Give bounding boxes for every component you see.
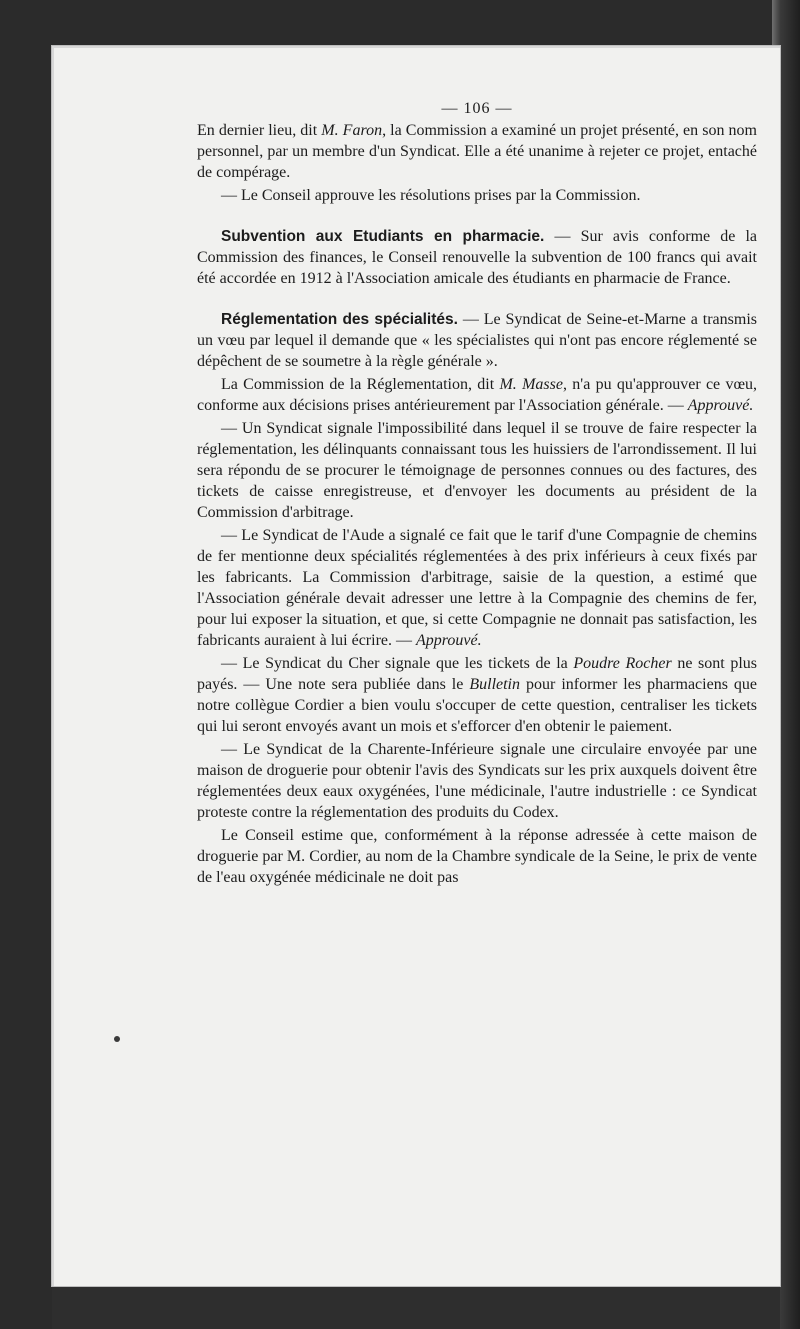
verdict: Approuvé. [687,397,754,414]
scanner-bottom [52,1286,780,1329]
text-block [197,98,757,888]
person-name: M. Masse [499,376,563,393]
section-subvention: Subvention aux Etudiants en pharmacie. — Sur avis conforme de la Commission des finances, le Conseil renouvelle la subvention de 100 francs qui avait été accordée en 1912 à l'Association amicale des étudiants en pharmacie de France. [197,228,757,287]
paragraph-1: En dernier lieu, dit M. Faron, la Commission a examiné un projet présenté, en son nom personnel, par un membre d'un Syndicat. Elle a été unanime à rejeter ce projet, entaché de compérage. [197,122,757,181]
section-heading: Subvention aux Etudiants en pharmacie. [221,228,545,245]
paragraph-2: — Le Conseil approuve les résolutions prises par la Commission. [221,187,641,204]
paragraph-5: La Commission de la Réglementation, dit M. Masse, n'a pu qu'approuver ce vœu, conforme aux décisions prises antérieurement par l'Association générale. — Approuvé. [197,376,758,414]
product-name: Poudre Rocher [573,655,672,672]
section-heading: Réglementation des spécialités. [221,311,458,328]
journal-name: Bulletin [469,676,520,693]
paragraph-8: — Le Syndicat du Cher signale que les tickets de la Poudre Rocher ne sont plus payés. — Une note sera publiée dans le Bulletin pour informer les pharmaciens que notre collègue Cordier a bien voulu s'occuper de cette question, centraliser les tickets qui lui seront envoyés avant un mois et s'efforcer d'en obtenir le paiement. [197,655,758,735]
document-page [52,46,780,1286]
page-mark [114,1036,120,1042]
page-number: — 106 — [441,100,513,117]
paragraph-10: Le Conseil estime que, conformément à la réponse adressée à cette maison de droguerie par M. Cordier, au nom de la Chambre syndicale de la Seine, le prix de vente de l'eau oxygénée médicinale ne doit pas [197,827,757,886]
section-reglementation: Réglementation des spécialités. — Le Syndicat de Seine-et-Marne a transmis un vœu par lequel il demande que « les spécialistes qui n'ont pas encore réglementé se dépêchent de se soumetre à la règle générale ». [197,311,757,370]
person-name: M. Faron [321,122,383,139]
paragraph-9: — Le Syndicat de la Charente-Inférieure signale une circulaire envoyée par une maison de droguerie pour obtenir l'avis des Syndicats sur les prix auxquels doivent être réglementées deux eaux oxygénées, l'une médicinale, l'autre industrielle : ce Syndicat proteste contre la réglementation des produits du Codex. [197,741,757,821]
verdict: Approuvé. [416,632,482,649]
paragraph-6: — Un Syndicat signale l'impossibilité dans lequel il se trouve de faire respecter la réglementation, les délinquants connaissant tous les huissiers de l'arrondissement. Il lui sera répondu de se procurer le témoignage de personnes connues ou des factures, des tickets de caisse enregistreuse, et d'envoyer les documents au président de la Commission d'arbitrage. [197,420,757,521]
paragraph-7: — Le Syndicat de l'Aude a signalé ce fait que le tarif d'une Compagnie de chemins de fer mentionne deux spécialités réglementées à des prix inférieurs à ceux fixés par les fabricants. La Commission d'arbitrage, saisie de la question, a estimé que l'Association générale devait adresser une lettre à la Compagnie des chemins de fer, pour lui exposer la situation, et que, si cette Compagnie ne donnait pas satisfaction, les fabricants auraient à lui écrire. — Approuvé. [197,527,757,649]
